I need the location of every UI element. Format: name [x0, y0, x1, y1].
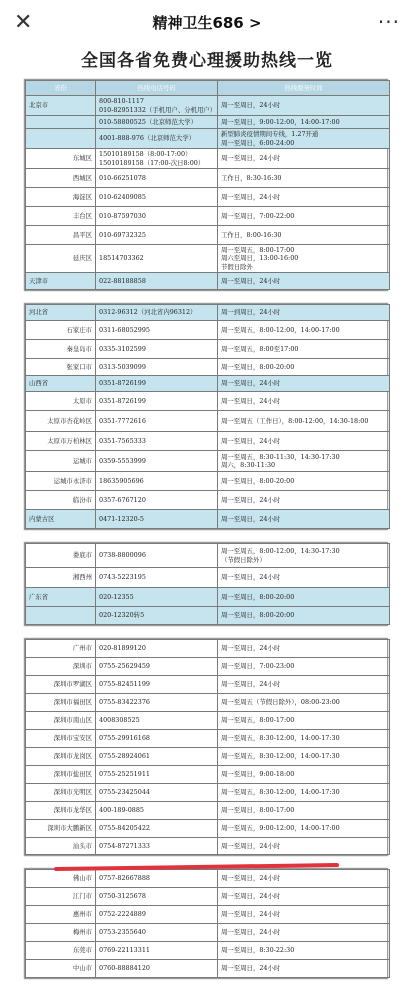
phone-cell[interactable]: 4001-888-976（北京师范大学） — [96, 129, 218, 149]
table-row — [26, 694, 390, 712]
table-row — [26, 870, 390, 888]
phone-cell[interactable]: 0750-3125678 — [96, 888, 218, 906]
table-sheet — [24, 868, 388, 979]
phone-cell[interactable]: 0755-23425044 — [96, 784, 218, 802]
hours-cell: 周一至周日，24小时 — [218, 432, 390, 451]
hours-cell: 周一至周日，24小时 — [218, 188, 390, 207]
hours-cell: 周一至周五，8:30-12:00，14:00-17:30 — [218, 784, 390, 802]
phone-cell[interactable]: 010-58800525（北京师范大学） — [96, 116, 218, 129]
region-cell: 深圳市龙岗区 — [26, 748, 96, 766]
region-cell: 佛山市 — [26, 870, 96, 888]
hours-cell: 周一至周日，24小时 — [218, 888, 390, 906]
phone-cell[interactable]: 0754-87271333 — [96, 838, 218, 855]
region-cell: 临汾市 — [26, 491, 96, 510]
hours-cell: 工作日，8:00-16:30 — [218, 226, 390, 245]
hours-cell: 周一至周日，8:00-17:00 — [218, 802, 390, 820]
hours-cell: 周一至周日，8:00-20:00 — [218, 588, 390, 607]
phone-cell[interactable]: 0357-6767120 — [96, 491, 218, 510]
table-row — [26, 784, 390, 802]
phone-cell[interactable]: 0755-83422376 — [96, 694, 218, 712]
region-cell: 汕头市 — [26, 838, 96, 855]
hours-cell: 周一至周日，24小时 — [218, 491, 390, 510]
region-cell: 太原市杏花岭区 — [26, 411, 96, 432]
hours-cell: 周一至周五（节假日除外），08:00-23:00 — [218, 694, 390, 712]
phone-cell[interactable]: 0351-8726199 — [96, 392, 218, 411]
hours-cell: 周一至周日，8:00-20:00 — [218, 472, 390, 491]
table-row — [26, 588, 390, 607]
hours-cell: 周一至周日，8:00-20:00 — [218, 359, 390, 376]
region-cell: 北京市 — [26, 96, 96, 116]
region-cell: 娄底市 — [26, 544, 96, 568]
hours-cell: 周一至周五，8:00至17:00 — [218, 340, 390, 359]
phone-cell[interactable]: 18635905696 — [96, 472, 218, 491]
table-row — [26, 432, 390, 451]
table-row — [26, 472, 390, 491]
hours-cell: 周一至周日，7:00-23:00 — [218, 658, 390, 676]
region-cell: 中山市 — [26, 960, 96, 978]
hours-cell: 周一至周日，24小时 — [218, 838, 390, 855]
top-bar — [0, 0, 414, 44]
region-cell: 天津市 — [26, 273, 96, 290]
phone-cell[interactable]: 0755-82451199 — [96, 676, 218, 694]
table-row — [26, 149, 390, 169]
table-row — [26, 359, 390, 376]
phone-cell[interactable]: 010-66251078 — [96, 169, 218, 188]
phone-cell[interactable]: 0312-96312（河北省内96312） — [96, 305, 218, 321]
phone-cell[interactable]: 0359-5553999 — [96, 451, 218, 472]
hours-cell: 周一至周日，24小时 — [218, 906, 390, 924]
phone-cell[interactable]: 0760-88884120 — [96, 960, 218, 978]
region-cell: 山西省 — [26, 376, 96, 392]
phone-cell[interactable]: 0769-22113311 — [96, 942, 218, 960]
region-cell: 深圳市 — [26, 658, 96, 676]
region-cell — [26, 607, 96, 625]
table-row — [26, 411, 390, 432]
phone-cell[interactable]: 0351-7565333 — [96, 432, 218, 451]
region-cell: 惠州市 — [26, 906, 96, 924]
hours-cell: 周一至周五（工作日），8:00-12:00，14:30-18:00 — [218, 411, 390, 432]
table-row — [26, 942, 390, 960]
phone-cell[interactable]: 0755-84205422 — [96, 820, 218, 838]
table-row — [26, 451, 390, 472]
phone-cell[interactable]: 0755-29916168 — [96, 730, 218, 748]
region-cell: 深圳市大鹏新区 — [26, 820, 96, 838]
phone-cell[interactable]: 0743-5223195 — [96, 568, 218, 588]
table-sheet — [24, 638, 388, 856]
region-cell: 东莞市 — [26, 942, 96, 960]
table-row — [26, 544, 390, 568]
table-sheet — [24, 542, 388, 626]
table-row — [26, 116, 390, 129]
table-row — [26, 392, 390, 411]
region-cell: 深圳市光明区 — [26, 784, 96, 802]
region-cell: 秦皇岛市 — [26, 340, 96, 359]
hours-cell: 周一至周日，24小时 — [218, 392, 390, 411]
table-row — [26, 245, 390, 273]
hours-cell: 周一至周日，24小时 — [218, 676, 390, 694]
hours-cell: 周一至周日，24小时 — [218, 273, 390, 290]
table-row — [26, 96, 390, 116]
phone-cell[interactable]: 400-189-0885 — [96, 802, 218, 820]
region-cell: 太原市万柏林区 — [26, 432, 96, 451]
phone-cell[interactable]: 0755-25251911 — [96, 766, 218, 784]
table-row — [26, 676, 390, 694]
hours-cell: 周一至周五，8:00-17:00 — [218, 712, 390, 730]
column-header: 热线电话号码 — [96, 81, 218, 96]
table-row — [26, 607, 390, 625]
hours-cell: 周一至周日，24小时 — [218, 96, 390, 116]
table-row — [26, 305, 390, 321]
table-sheet — [24, 79, 388, 291]
phone-cell[interactable]: 0471-12320-5 — [96, 510, 218, 529]
hotline-table — [25, 80, 390, 290]
table-row — [26, 273, 390, 290]
table-row — [26, 376, 390, 392]
region-cell: 深圳市宝安区 — [26, 730, 96, 748]
table-row — [26, 207, 390, 226]
column-header: 热线服务时间 — [218, 81, 390, 96]
region-cell: 深圳市盐田区 — [26, 766, 96, 784]
hours-cell: 周一至周五，8:00-12:00，14:30-17:30 （节假日除外） — [218, 544, 390, 568]
phone-cell[interactable]: 18514703362 — [96, 245, 218, 273]
table-row — [26, 820, 390, 838]
region-cell: 深圳市龙华区 — [26, 802, 96, 820]
table-row — [26, 491, 390, 510]
region-cell: 深圳市罗湖区 — [26, 676, 96, 694]
region-cell: 江门市 — [26, 888, 96, 906]
hours-cell: 周一至周五，8:30-12:00，14:00-17:30 — [218, 730, 390, 748]
region-cell: 东城区 — [26, 149, 96, 169]
table-sheet — [24, 303, 388, 530]
table-row — [26, 129, 390, 149]
region-cell: 延庆区 — [26, 245, 96, 273]
region-cell: 昌平区 — [26, 226, 96, 245]
table-row — [26, 838, 390, 855]
table-row — [26, 658, 390, 676]
table-row — [26, 712, 390, 730]
phone-cell[interactable]: 0738-8800096 — [96, 544, 218, 568]
phone-cell[interactable]: 0313-5039099 — [96, 359, 218, 376]
phone-cell[interactable]: 020-12320转5 — [96, 607, 218, 625]
table-row — [26, 188, 390, 207]
phone-cell[interactable]: 010-87597030 — [96, 207, 218, 226]
table-row — [26, 888, 390, 906]
region-cell — [26, 129, 96, 149]
phone-cell[interactable]: 15010189158（8:00-17:00） 15010189158（17:00-次日8:00） — [96, 149, 218, 169]
table-row — [26, 321, 390, 340]
region-cell: 深圳市南山区 — [26, 712, 96, 730]
table-row — [26, 169, 390, 188]
hotline-tables — [0, 79, 414, 979]
hours-cell: 周一至周日，24小时 — [218, 376, 390, 392]
table-header-row — [26, 81, 390, 96]
hours-cell: 周一至周五，8:00-17:00 周六至周日，13:00-16:00 节假日除外 — [218, 245, 390, 273]
table-row — [26, 510, 390, 529]
region-cell: 运城市 — [26, 451, 96, 472]
table-row — [26, 568, 390, 588]
table-row — [26, 906, 390, 924]
phone-cell[interactable]: 0755-28924061 — [96, 748, 218, 766]
hours-cell: 新型肺炎疫情期间专线，1.27开通 周一至周日，6:00-24:00 — [218, 129, 390, 149]
column-header: 省份 — [26, 81, 96, 96]
region-cell: 太原市 — [26, 392, 96, 411]
hours-cell: 周一至周五，8:00-12:00，14:00-17:00 — [218, 321, 390, 340]
hours-cell: 周一至周日，8:00-20:00 — [218, 607, 390, 625]
region-cell: 运城市永济市 — [26, 472, 96, 491]
table-row — [26, 748, 390, 766]
table-row — [26, 802, 390, 820]
region-cell: 深圳市福田区 — [26, 694, 96, 712]
phone-cell[interactable]: 0311-68052995 — [96, 321, 218, 340]
hotline-table — [25, 869, 390, 978]
region-cell: 广州市 — [26, 640, 96, 658]
phone-cell[interactable]: 020-81899120 — [96, 640, 218, 658]
region-cell: 梅州市 — [26, 924, 96, 942]
region-cell: 丰台区 — [26, 207, 96, 226]
hotline-table — [25, 543, 390, 625]
region-cell: 石家庄市 — [26, 321, 96, 340]
phone-cell[interactable]: 0351-8726199 — [96, 376, 218, 392]
hotline-table — [25, 304, 390, 529]
region-cell: 广东省 — [26, 588, 96, 607]
hours-cell: 周一至周五，8:30-11:30，14:30-17:30 周六，8:30-11:30 — [218, 451, 390, 472]
table-row — [26, 924, 390, 942]
phone-cell[interactable]: 4008308525 — [96, 712, 218, 730]
phone-cell[interactable]: 020-12355 — [96, 588, 218, 607]
table-row — [26, 960, 390, 978]
table-row — [26, 766, 390, 784]
region-cell: 海淀区 — [26, 188, 96, 207]
table-row — [26, 340, 390, 359]
region-cell: 内蒙古区 — [26, 510, 96, 529]
hours-cell: 周一至周日，24小时 — [218, 510, 390, 529]
phone-cell[interactable]: 022-88188858 — [96, 273, 218, 290]
hours-cell: 周一至周日，24小时 — [218, 870, 390, 888]
hours-cell: 周一到周日，24小时 — [218, 305, 390, 321]
hours-cell: 周一至周五，9:00-12:00，14:00-17:00 — [218, 820, 390, 838]
region-cell: 张家口市 — [26, 359, 96, 376]
phone-cell[interactable]: 0752-2224889 — [96, 906, 218, 924]
phone-cell[interactable]: 010-62409085 — [96, 188, 218, 207]
close-icon[interactable]: ✕ — [14, 9, 33, 35]
table-row — [26, 640, 390, 658]
hours-cell: 周一至周日，24小时 — [218, 924, 390, 942]
hours-cell: 周一至周日，7:00-22:00 — [218, 207, 390, 226]
phone-cell[interactable]: 010-69732325 — [96, 226, 218, 245]
hours-cell: 周一至周日，9:00-12:00，14:00-17:00 — [218, 116, 390, 129]
more-options-icon[interactable]: ··· — [377, 10, 400, 34]
hours-cell: 工作日，8:30-16:30 — [218, 169, 390, 188]
document-title: 全国各省免费心理援助热线一览 — [81, 51, 333, 71]
hours-cell: 周一至周日，24小时 — [218, 640, 390, 658]
hours-cell: 周一至周五，8:30-12:00，14:00-17:30 — [218, 748, 390, 766]
hours-cell: 周一至周日，9:00-18:00 — [218, 766, 390, 784]
table-row — [26, 226, 390, 245]
region-cell: 河北省 — [26, 305, 96, 321]
phone-cell[interactable]: 0351-7772616 — [96, 411, 218, 432]
phone-cell[interactable]: 0335-3102599 — [96, 340, 218, 359]
region-cell: 西城区 — [26, 169, 96, 188]
hours-cell: 周一至周日，24小时 — [218, 568, 390, 588]
hours-cell: 周一至周日，8:30-22:30 — [218, 942, 390, 960]
phone-cell[interactable]: 800-810-1117 010-82951332（手机用户、分机用户） — [96, 96, 218, 116]
hotline-table — [25, 639, 390, 855]
phone-cell[interactable]: 0755-25629459 — [96, 658, 218, 676]
table-row — [26, 730, 390, 748]
region-cell: 湘西州 — [26, 568, 96, 588]
hours-cell: 周一至周日，24小时 — [218, 960, 390, 978]
hours-cell: 周一至周日，24小时 — [218, 149, 390, 169]
phone-cell[interactable]: 0757-82667888 — [96, 870, 218, 888]
phone-cell[interactable]: 0753-2355640 — [96, 924, 218, 942]
account-title-link[interactable]: 精神卫生686 > — [152, 13, 262, 32]
region-cell — [26, 116, 96, 129]
